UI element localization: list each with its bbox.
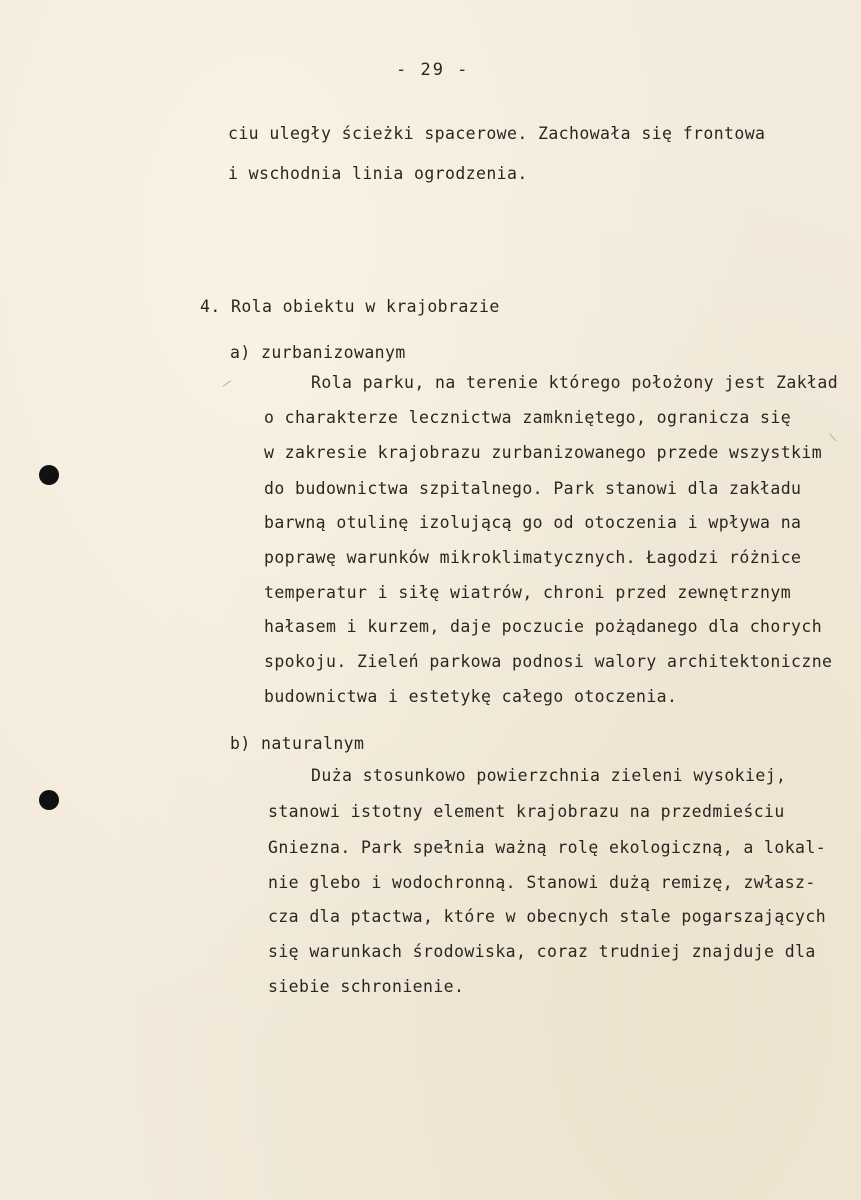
- paragraph-line: Rola parku, na terenie którego położony jest Zakład: [311, 373, 839, 392]
- paragraph-line: nie glebo i wodochronną. Stanowi dużą remizę, zwłasz-: [268, 873, 816, 892]
- paragraph-line: poprawę warunków mikroklimatycznych. Łagodzi różnice: [264, 548, 802, 567]
- punch-hole: [39, 465, 59, 485]
- subsection-heading-a: a) zurbanizowanym: [230, 343, 406, 362]
- paragraph-line: w zakresie krajobrazu zurbanizowanego przede wszystkim: [264, 443, 823, 462]
- paragraph-line: temperatur i siłę wiatrów, chroni przed zewnętrznym: [264, 583, 792, 602]
- paragraph-line: Gniezna. Park spełnia ważną rolę ekologiczną, a lokal-: [268, 838, 827, 857]
- text-line: i wschodnia linia ogrodzenia.: [228, 164, 528, 183]
- paragraph-line: do budownictwa szpitalnego. Park stanowi dla zakładu: [264, 479, 802, 498]
- paragraph-line: budownictwa i estetykę całego otoczenia.: [264, 687, 678, 706]
- paragraph-line: stanowi istotny element krajobrazu na przedmieściu: [268, 802, 785, 821]
- paragraph-line: Duża stosunkowo powierzchnia zieleni wysokiej,: [311, 766, 787, 785]
- paragraph-line: się warunkach środowiska, coraz trudniej znajduje dla: [268, 942, 816, 961]
- page-number: - 29 -: [396, 60, 470, 80]
- paragraph-line: barwną otulinę izolującą go od otoczenia i wpływa na: [264, 513, 802, 532]
- text-line: ciu uległy ścieżki spacerowe. Zachowała się frontowa: [228, 124, 766, 143]
- paragraph-line: o charakterze lecznictwa zamkniętego, ogranicza się: [264, 408, 792, 427]
- subsection-heading-b: b) naturalnym: [230, 734, 365, 753]
- pencil-mark: [829, 433, 836, 441]
- paragraph-line: siebie schronienie.: [268, 977, 465, 996]
- paragraph-line: hałasem i kurzem, daje poczucie pożądanego dla chorych: [264, 617, 823, 636]
- paragraph-line: cza dla ptactwa, które w obecnych stale pogarszających: [268, 907, 827, 926]
- paragraph-line: spokoju. Zieleń parkowa podnosi walory architektoniczne: [264, 652, 833, 671]
- punch-hole: [39, 790, 59, 810]
- section-heading: 4. Rola obiektu w krajobrazie: [200, 297, 500, 316]
- pencil-mark: [223, 380, 232, 387]
